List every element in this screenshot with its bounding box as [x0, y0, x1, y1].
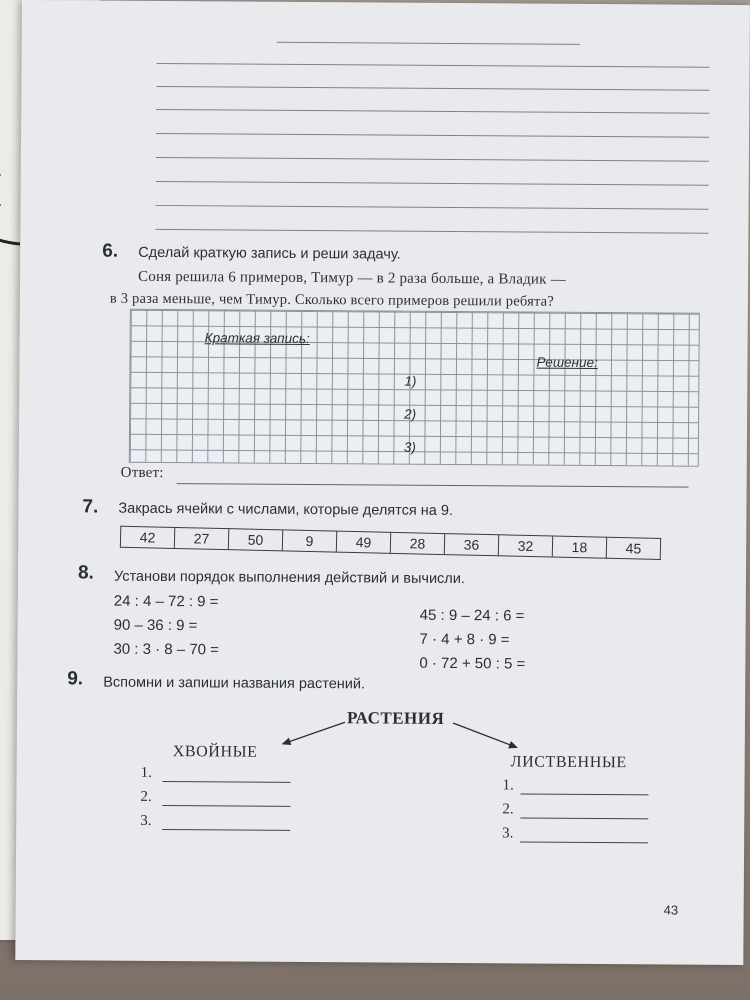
- number-cell[interactable]: 18: [552, 536, 606, 558]
- list-number: 2.: [502, 801, 514, 818]
- task-heading: Установи порядок выполнения действий и вычисли.: [113, 568, 465, 588]
- answer-line[interactable]: [520, 817, 648, 819]
- task-number: 6.: [102, 240, 119, 262]
- task-heading: Закрась ячейки с числами, которые делятся на 9.: [118, 500, 454, 520]
- number-cell[interactable]: 9: [282, 530, 336, 552]
- answer-line[interactable]: [162, 805, 290, 807]
- answer-line[interactable]: [520, 793, 648, 795]
- list-number: 1.: [140, 764, 152, 781]
- arrow-left-icon: [283, 722, 345, 744]
- problem-text: в 3 раза меньше, чем Тимур. Сколько всего примеров решили ребята?: [109, 290, 555, 310]
- grid-label-solution: Решение:: [536, 354, 598, 371]
- task-heading: Сделай краткую запись и реши задачу.: [138, 244, 401, 263]
- plants-root-label: РАСТЕНИЯ: [346, 708, 445, 728]
- number-cell[interactable]: 36: [444, 534, 498, 556]
- page-number: 43: [663, 902, 679, 918]
- arrows-diagram: [277, 716, 537, 768]
- expression: 45 : 9 – 24 : 6 =: [419, 606, 525, 625]
- writing-lines: [155, 41, 709, 250]
- expression: 30 : 3 · 8 – 70 =: [113, 640, 220, 659]
- task-number: 7.: [82, 496, 99, 518]
- list-number: 1.: [502, 777, 514, 794]
- number-cell[interactable]: 28: [390, 532, 444, 554]
- number-cell[interactable]: 49: [336, 531, 390, 553]
- step-label: 2): [404, 406, 417, 422]
- answer-line[interactable]: [177, 483, 689, 488]
- list-number: 2.: [140, 788, 152, 805]
- answer-grid[interactable]: [129, 309, 700, 467]
- problem-text: Соня решила 6 примеров, Тимур — в 2 раза больше, а Владик —: [138, 268, 566, 288]
- number-cell[interactable]: 45: [606, 537, 660, 559]
- number-cell[interactable]: 32: [498, 535, 552, 557]
- number-cells-table: [120, 526, 661, 560]
- category-coniferous: ХВОЙНЫЕ: [172, 743, 258, 761]
- number-cell[interactable]: 27: [174, 527, 228, 549]
- expression: 24 : 4 – 72 : 9 =: [113, 592, 219, 611]
- expression: 0 · 72 + 50 : 5 =: [419, 654, 526, 673]
- category-deciduous: ЛИСТВЕННЫЕ: [510, 753, 627, 772]
- number-cell[interactable]: 50: [228, 529, 282, 551]
- expression: 7 · 4 + 8 · 9 =: [419, 630, 510, 649]
- workbook-page: [15, 0, 750, 965]
- arrow-right-icon: [453, 723, 517, 747]
- expression: 90 – 36 : 9 =: [113, 616, 198, 635]
- step-label: 1): [404, 373, 417, 389]
- grid-label-short-note: Краткая запись:: [204, 330, 310, 347]
- list-number: 3.: [502, 825, 514, 842]
- step-label: 3): [403, 439, 416, 455]
- number-cell[interactable]: 42: [120, 526, 174, 548]
- list-number: 3.: [140, 812, 152, 829]
- task-number: 8.: [77, 562, 94, 584]
- answer-line[interactable]: [520, 841, 648, 843]
- answer-label: Ответ:: [120, 464, 164, 482]
- answer-line[interactable]: [163, 781, 291, 783]
- answer-line[interactable]: [162, 829, 290, 831]
- task-number: 9.: [67, 668, 84, 690]
- task-heading: Вспомни и запиши названия растений.: [103, 674, 366, 693]
